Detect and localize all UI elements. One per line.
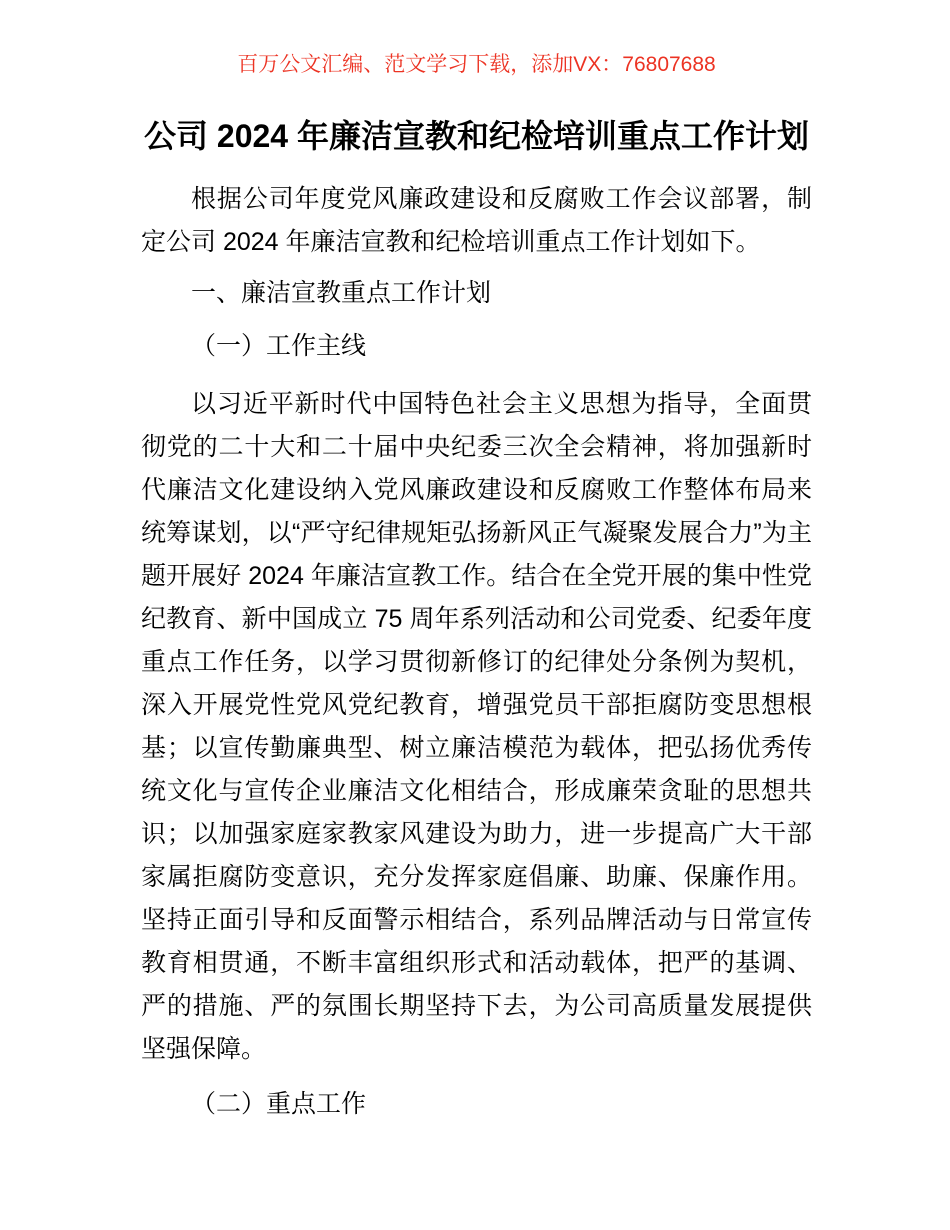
subsection-heading-2: （二）重点工作	[191, 1090, 367, 1118]
document-title: 公司 2024 年廉洁宣教和纪检培训重点工作计划	[144, 118, 809, 154]
section-heading-1: 一、廉洁宣教重点工作计划	[191, 279, 492, 307]
promo-banner: 百万公文汇编、范文学习下载，添加VX：76807688	[237, 53, 716, 76]
paragraph-main-body: 以习近平新时代中国特色社会主义思想为指导，全面贯彻党的二十大和二十届中央纪委三次全会精神，将加强新时代廉洁文化建设纳入党风廉政建设和反腐败工作整体布局来统筹谋划，以“严守纪律规矩弘扬新风正气凝聚发展合力”为主题开展好 2024 年廉洁宣教工作。结合在全党开展的集中性党纪教育、新中国成立 75 周年系列活动和公司党委、纪委年度重点工作任务，以学习贯彻新修订的纪律处分条例为契机，深入开展党性党风党纪教育，增强党员干部拒腐防变思想根基；以宣传勤廉典型、树立廉洁模范为载体，把弘扬优秀传统文化与宣传企业廉洁文化相结合，形成廉荣贪耻的思想共识；以加强家庭家教家风建设为助力，进一步提高广大干部家属拒腐防变意识，充分发挥家庭倡廉、助廉、保廉作用。坚持正面引导和反面警示相结合，系列品牌活动与日常宣传教育相贯通，不断丰富组织形式和活动载体，把严的基调、严的措施、严的氛围长期坚持下去，为公司高质量发展提供坚强保障。	[141, 390, 812, 1063]
subsection-heading-1: （一）工作主线	[191, 332, 367, 360]
paragraph-intro: 根据公司年度党风廉政建设和反腐败工作会议部署，制定公司 2024 年廉洁宣教和纪检培训重点工作计划如下。	[141, 185, 812, 256]
